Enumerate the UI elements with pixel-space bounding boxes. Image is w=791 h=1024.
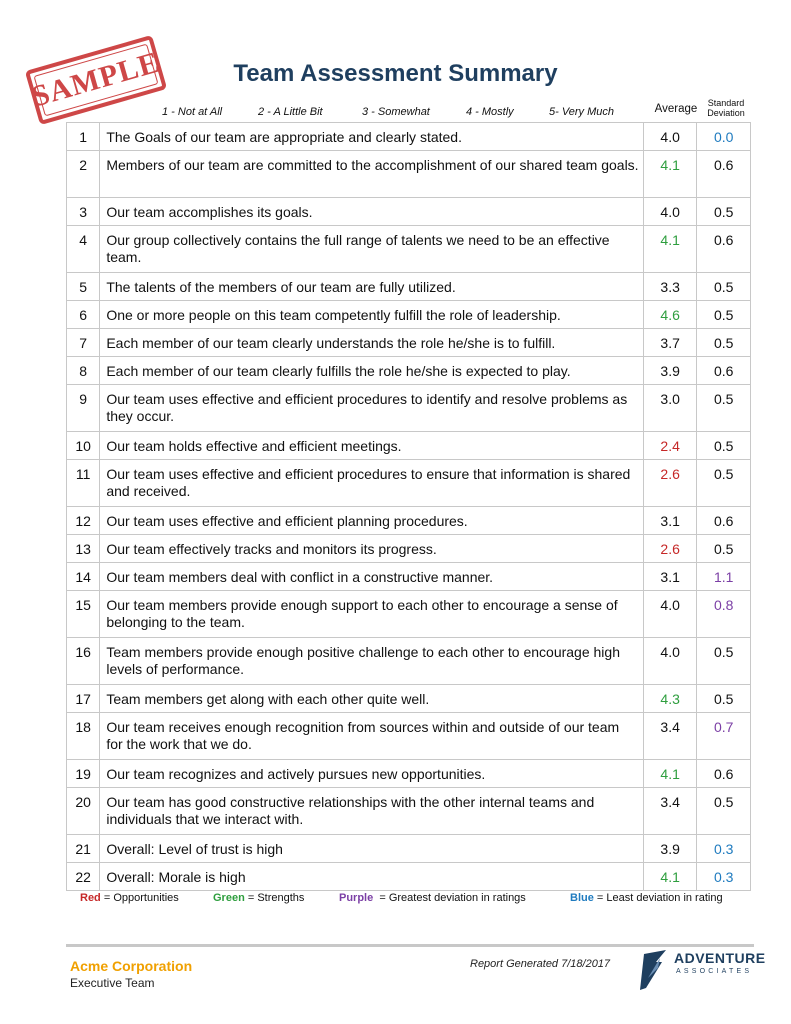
- legend-blue-desc: = Least deviation in rating: [596, 892, 723, 904]
- row-average: 3.9: [643, 835, 697, 863]
- assessment-table: [66, 122, 751, 891]
- row-statement: Each member of our team clearly fulfills the role he/she is expected to play.: [100, 357, 644, 385]
- legend-purple-desc: = Greatest deviation in ratings: [379, 892, 526, 904]
- row-number: 7: [67, 329, 100, 357]
- legend-red-key: Red: [80, 892, 101, 904]
- row-average: 4.0: [643, 198, 697, 226]
- row-statement: Our team effectively tracks and monitors its progress.: [100, 535, 644, 563]
- row-average: 4.0: [643, 591, 697, 638]
- row-standard-deviation: 0.3: [697, 863, 751, 891]
- row-statement: Team members provide enough positive challenge to each other to encourage high levels of performance.: [100, 638, 644, 685]
- table-row: [67, 432, 751, 460]
- row-average: 3.4: [643, 713, 697, 760]
- row-statement: Our team uses effective and efficient planning procedures.: [100, 507, 644, 535]
- row-average: 3.1: [643, 507, 697, 535]
- row-standard-deviation: 0.5: [697, 685, 751, 713]
- table-row: [67, 151, 751, 198]
- row-number: 19: [67, 760, 100, 788]
- row-statement: The talents of the members of our team are fully utilized.: [100, 273, 644, 301]
- row-number: 6: [67, 301, 100, 329]
- row-average: 3.4: [643, 788, 697, 835]
- scale-label-2: 2 - A Little Bit: [258, 106, 323, 118]
- row-average: 4.0: [643, 123, 697, 151]
- row-statement: Team members get along with each other quite well.: [100, 685, 644, 713]
- average-column-header: Average: [654, 103, 698, 115]
- row-number: 14: [67, 563, 100, 591]
- row-number: 20: [67, 788, 100, 835]
- row-number: 16: [67, 638, 100, 685]
- scale-label-5: 5- Very Much: [549, 106, 615, 118]
- legend-green: [213, 892, 304, 904]
- company-name: Acme Corporation: [70, 958, 193, 974]
- legend-red-desc: = Opportunities: [103, 892, 179, 904]
- table-row: [67, 638, 751, 685]
- legend-blue: [570, 892, 723, 904]
- row-standard-deviation: 0.6: [697, 507, 751, 535]
- row-standard-deviation: 0.5: [697, 385, 751, 432]
- sd-header-line-2: Deviation: [707, 108, 745, 118]
- table-row: [67, 535, 751, 563]
- row-standard-deviation: 0.0: [697, 123, 751, 151]
- row-number: 15: [67, 591, 100, 638]
- legend-red: [80, 892, 179, 904]
- row-statement: Our team recognizes and actively pursues new opportunities.: [100, 760, 644, 788]
- row-average: 3.1: [643, 563, 697, 591]
- table-row: [67, 788, 751, 835]
- logo-main-text: ADVENTURE: [674, 950, 766, 966]
- row-statement: The Goals of our team are appropriate and clearly stated.: [100, 123, 644, 151]
- row-statement: Overall: Morale is high: [100, 863, 644, 891]
- row-statement: Each member of our team clearly understands the role he/she is to fulfill.: [100, 329, 644, 357]
- row-number: 22: [67, 863, 100, 891]
- table-row: [67, 713, 751, 760]
- row-standard-deviation: 0.5: [697, 638, 751, 685]
- row-standard-deviation: 0.3: [697, 835, 751, 863]
- row-statement: Our team has good constructive relationships with the other internal teams and individuals that we interact with.: [100, 788, 644, 835]
- row-number: 12: [67, 507, 100, 535]
- row-statement: Our team accomplishes its goals.: [100, 198, 644, 226]
- table-row: [67, 591, 751, 638]
- row-number: 10: [67, 432, 100, 460]
- row-number: 3: [67, 198, 100, 226]
- row-standard-deviation: 1.1: [697, 563, 751, 591]
- logo-mark-icon: [636, 948, 672, 992]
- table-row: [67, 507, 751, 535]
- row-number: 8: [67, 357, 100, 385]
- row-statement: Overall: Level of trust is high: [100, 835, 644, 863]
- row-average: 4.1: [643, 863, 697, 891]
- row-standard-deviation: 0.6: [697, 760, 751, 788]
- row-average: 3.9: [643, 357, 697, 385]
- row-average: 4.1: [643, 151, 697, 198]
- row-standard-deviation: 0.5: [697, 329, 751, 357]
- table-row: [67, 685, 751, 713]
- row-statement: Our team uses effective and efficient procedures to identify and resolve problems as they occur.: [100, 385, 644, 432]
- scale-label-3: 3 - Somewhat: [362, 106, 430, 118]
- table-row: [67, 563, 751, 591]
- row-standard-deviation: 0.5: [697, 198, 751, 226]
- legend-purple: [339, 892, 526, 904]
- row-average: 4.0: [643, 638, 697, 685]
- row-average: 2.4: [643, 432, 697, 460]
- sd-column-header: [700, 98, 752, 118]
- row-number: 4: [67, 226, 100, 273]
- row-number: 11: [67, 460, 100, 507]
- row-statement: Members of our team are committed to the accomplishment of our shared team goals.: [100, 151, 644, 198]
- table-row: [67, 301, 751, 329]
- row-average: 3.3: [643, 273, 697, 301]
- row-statement: Our team members provide enough support to each other to encourage a sense of belonging to the team.: [100, 591, 644, 638]
- logo-sub-text: ASSOCIATES: [676, 968, 753, 975]
- scale-label-4: 4 - Mostly: [466, 106, 514, 118]
- sd-header-line-1: Standard: [707, 98, 745, 108]
- row-number: 5: [67, 273, 100, 301]
- row-statement: Our team members deal with conflict in a constructive manner.: [100, 563, 644, 591]
- legend-blue-key: Blue: [570, 892, 594, 904]
- adventure-associates-logo: [636, 948, 766, 992]
- row-standard-deviation: 0.7: [697, 713, 751, 760]
- row-average: 2.6: [643, 460, 697, 507]
- row-average: 4.1: [643, 226, 697, 273]
- table-row: [67, 123, 751, 151]
- row-standard-deviation: 0.5: [697, 535, 751, 563]
- row-number: 17: [67, 685, 100, 713]
- row-standard-deviation: 0.5: [697, 432, 751, 460]
- row-statement: One or more people on this team competently fulfill the role of leadership.: [100, 301, 644, 329]
- row-standard-deviation: 0.5: [697, 788, 751, 835]
- row-average: 3.7: [643, 329, 697, 357]
- table-row: [67, 198, 751, 226]
- row-average: 2.6: [643, 535, 697, 563]
- table-row: [67, 863, 751, 891]
- sample-stamp: SAMPLE: [25, 35, 167, 125]
- table-row: [67, 273, 751, 301]
- row-statement: Our team uses effective and efficient procedures to ensure that information is shared and received.: [100, 460, 644, 507]
- footer-divider: [66, 944, 754, 947]
- row-standard-deviation: 0.6: [697, 151, 751, 198]
- row-standard-deviation: 0.5: [697, 301, 751, 329]
- row-number: 2: [67, 151, 100, 198]
- row-average: 4.3: [643, 685, 697, 713]
- row-standard-deviation: 0.5: [697, 460, 751, 507]
- row-average: 4.6: [643, 301, 697, 329]
- table-row: [67, 357, 751, 385]
- row-number: 21: [67, 835, 100, 863]
- row-statement: Our team holds effective and efficient meetings.: [100, 432, 644, 460]
- row-standard-deviation: 0.5: [697, 273, 751, 301]
- table-row: [67, 385, 751, 432]
- legend-green-desc: = Strengths: [247, 892, 305, 904]
- table-row: [67, 226, 751, 273]
- scale-label-1: 1 - Not at All: [162, 106, 223, 118]
- table-row: [67, 835, 751, 863]
- row-number: 9: [67, 385, 100, 432]
- table-row: [67, 329, 751, 357]
- row-average: 4.1: [643, 760, 697, 788]
- row-statement: Our group collectively contains the full range of talents we need to be an effective team.: [100, 226, 644, 273]
- table-row: [67, 760, 751, 788]
- row-standard-deviation: 0.6: [697, 357, 751, 385]
- legend-purple-key: Purple: [339, 892, 374, 904]
- row-standard-deviation: 0.8: [697, 591, 751, 638]
- page-title: Team Assessment Summary: [233, 60, 558, 87]
- row-average: 3.0: [643, 385, 697, 432]
- team-name: Executive Team: [70, 976, 155, 990]
- row-statement: Our team receives enough recognition from sources within and outside of our team for the work that we do.: [100, 713, 644, 760]
- row-standard-deviation: 0.6: [697, 226, 751, 273]
- table-row: [67, 460, 751, 507]
- report-date: Report Generated 7/18/2017: [470, 958, 611, 970]
- row-number: 13: [67, 535, 100, 563]
- legend-green-key: Green: [213, 892, 245, 904]
- row-number: 1: [67, 123, 100, 151]
- row-number: 18: [67, 713, 100, 760]
